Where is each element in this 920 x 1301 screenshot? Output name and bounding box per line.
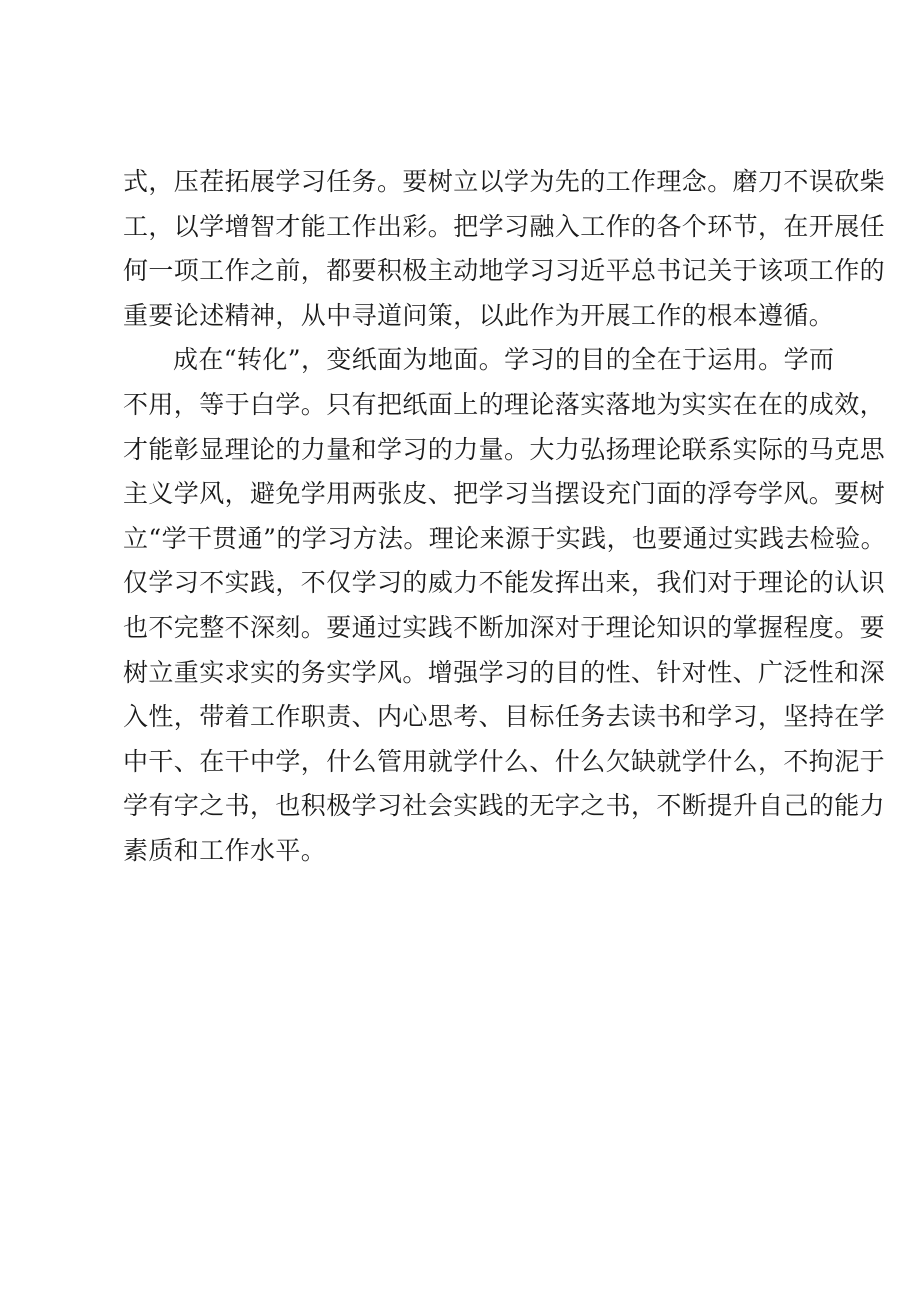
text-line: 重要论述精神，从中寻道问策，以此作为开展工作的根本遵循。 bbox=[123, 300, 835, 330]
text-line: 学有字之书，也积极学习社会实践的无字之书，不断提升自己的能力 bbox=[123, 791, 886, 821]
text-line: 何一项工作之前，都要积极主动地学习习近平总书记关于该项工作的 bbox=[123, 256, 886, 286]
body-text bbox=[123, 160, 886, 874]
text-line: 立“学干贯通”的学习方法。理论来源于实践，也要通过实践去检验。 bbox=[123, 523, 886, 553]
text-line: 中干、在干中学，什么管用就学什么、什么欠缺就学什么，不拘泥于 bbox=[123, 746, 886, 776]
text-line: 式，压茬拓展学习任务。要树立以学为先的工作理念。磨刀不误砍柴 bbox=[123, 167, 886, 196]
text-line: 仅学习不实践，不仅学习的威力不能发挥出来，我们对于理论的认识 bbox=[123, 568, 886, 598]
text-line: 入性，带着工作职责、内心思考、目标任务去读书和学习，坚持在学 bbox=[123, 702, 886, 732]
text-line: 也不完整不深刻。要通过实践不断加深对于理论知识的掌握程度。要 bbox=[123, 612, 886, 642]
text-line: 不用，等于白学。只有把纸面上的理论落实落地为实实在在的成效， bbox=[123, 389, 886, 419]
text-line: 主义学风，避免学用两张皮、把学习当摆设充门面的浮夸学风。要树 bbox=[123, 479, 886, 509]
text-line: 素质和工作水平。 bbox=[123, 835, 327, 865]
paragraph-start-line: 成在“转化”，变纸面为地面。学习的目的全在于运用。学而 bbox=[173, 345, 835, 375]
text-line: 工，以学增智才能工作出彩。把学习融入工作的各个环节，在开展任 bbox=[123, 211, 886, 241]
text-line: 才能彰显理论的力量和学习的力量。大力弘扬理论联系实际的马克思 bbox=[123, 434, 886, 464]
text-line: 树立重实求实的务实学风。增强学习的目的性、针对性、广泛性和深 bbox=[123, 657, 886, 687]
